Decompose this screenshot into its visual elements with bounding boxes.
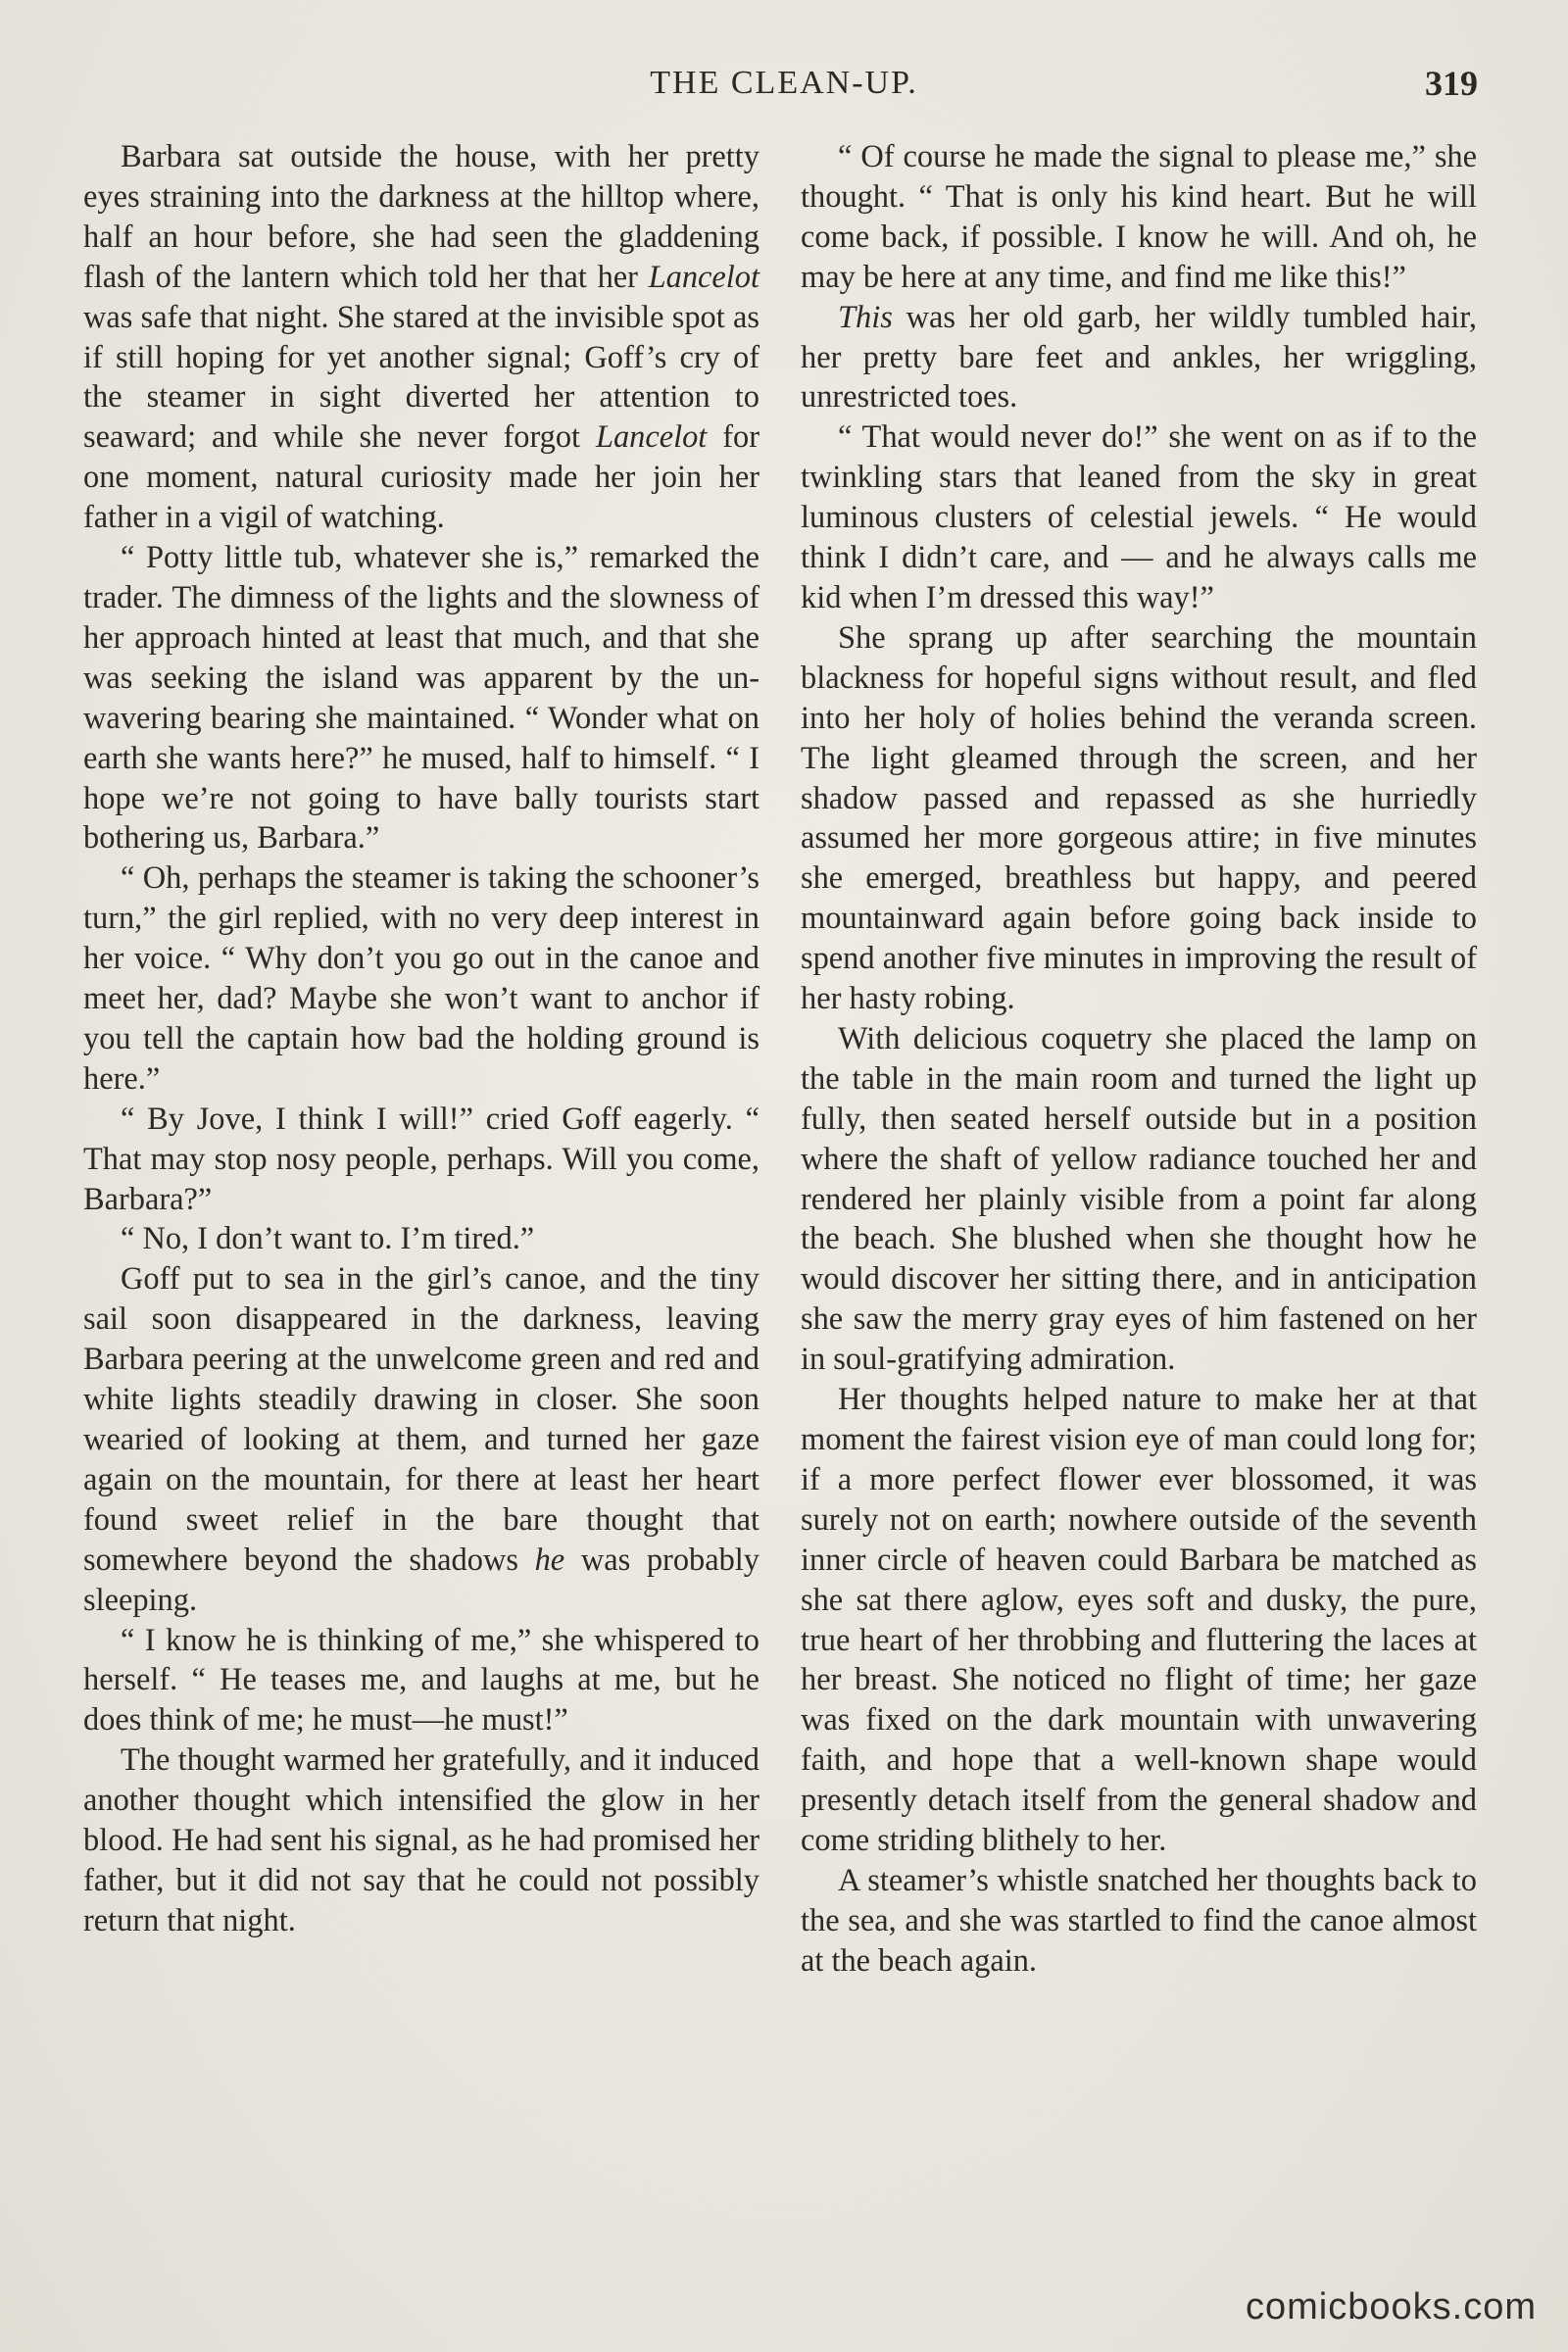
- italic-run: he: [534, 1542, 565, 1578]
- text-run: for one moment, natural curiosity made her join her father in a vigil of watching.: [83, 419, 760, 536]
- text-run: was probably sleeping.: [83, 1542, 760, 1618]
- italic-run: This: [838, 299, 893, 335]
- text-run: was safe that night. She stared at the invisible spot as if still hoping for yet another signal; Goff’s cry of the steamer in sight diverted her attention to seaward; and while she never forgot: [83, 299, 760, 456]
- paragraph: [83, 858, 760, 1099]
- paragraph: [83, 1259, 760, 1620]
- right-column: [801, 137, 1477, 1982]
- paragraph: [801, 137, 1477, 298]
- text-run: “ That would never do!” she went on as if to the twinkling stars that leaned from the sky in great luminous clusters of celestial jewels. “ He would think I didn’t care, and — and he always calls me kid when I’m dressed this way!”: [801, 419, 1477, 615]
- paragraph: [801, 1861, 1477, 1982]
- text-run: Barbara sat outside the house, with her pretty eyes straining into the darkness at the hilltop where, half an hour before, she had seen the gladdening flash of the lantern which told her that her: [83, 139, 760, 295]
- paragraph: [83, 137, 760, 538]
- text-run: “ Oh, perhaps the steamer is taking the schooner’s turn,” the girl replied, with no very deep interest in her voice. “ Why don’t you go out in the canoe and meet her, dad? Maybe she won’t want to anchor if you tell the captain how bad the holding ground is here.”: [83, 860, 760, 1097]
- text-run: She sprang up after searching the mountain blackness for hopeful signs without result, and fled into her holy of holies behind the veranda screen. The light gleamed through the screen, and her shadow passed and repassed as she hurriedly assumed her more gorgeous attire; in five minutes she emerged, breathless but happy, and peered mountainward again before going back inside to spend another five minutes in improving the result of her hasty robing.: [801, 619, 1477, 1017]
- text-run: A steamer’s whistle snatched her thoughts back to the sea, and she was startled to find the canoe almost at the beach again.: [801, 1862, 1477, 1979]
- paragraph: [83, 1621, 760, 1741]
- paragraph: [83, 1100, 760, 1220]
- paragraph: [83, 1740, 760, 1941]
- text-run: Her thoughts helped nature to make her at that moment the fairest vision eye of man could long for; if a more perfect flower ever blossomed, it was surely not on earth; nowhere outside of the seventh inner circle of heaven could Barbara be matched as she sat there aglow, eyes soft and dusky, the pure, true heart of her throbbing and fluttering the laces at her breast. She noticed no flight of time; her gaze was fixed on the dark mountain with unwavering faith, and hope that a well-known shape would presently detach itself from the general shadow and come striding blithely to her.: [801, 1382, 1477, 1859]
- running-title: THE CLEAN-UP.: [650, 65, 918, 101]
- paragraph: [801, 618, 1477, 1019]
- paragraph: [801, 1380, 1477, 1861]
- text-run: “ Potty little tub, whatever she is,” remarked the trader. The dimness of the lights and the slowness of her approach hinted at least that much, and that she was seeking the island was apparent by the unwavering bearing she maintained. “ Wonder what on earth she wants here?” he mused, half to himself. “ I hope we’re not going to have bally tourists start bothering us, Barbara.”: [83, 540, 760, 857]
- text-run: “ By Jove, I think I will!” cried Goff eagerly. “ That may stop nosy people, perhaps. Will you come, Barbara?”: [83, 1101, 760, 1217]
- paragraph: [83, 538, 760, 858]
- left-column: [83, 137, 760, 1941]
- text-run: With delicious coquetry she placed the lamp on the table in the main room and turned the light up fully, then seated herself outside but in a position where the shaft of yellow radiance touched her and rendered her plainly visible from a point far along the beach. She blushed when she thought how he would discover her sitting there, and in anticipation she saw the merry gray eyes of him fastened on her in soul-gratifying admiration.: [801, 1020, 1477, 1378]
- page-header: [0, 59, 1568, 118]
- watermark: comicbooks.com: [1246, 2286, 1537, 2328]
- paragraph: [801, 1019, 1477, 1380]
- paragraph: [83, 1219, 760, 1259]
- italic-run: Lancelot: [595, 419, 708, 456]
- text-run: Goff put to sea in the girl’s canoe, and the tiny sail soon disappeared in the darkness, leaving Barbara peering at the unwelcome green and red and white lights steadily drawing in closer. She soon wearied of looking at them, and turned her gaze again on the mountain, for there at least her heart found sweet relief in the bare thought that somewhere beyond the shadows: [83, 1261, 760, 1578]
- italic-run: Lancelot: [648, 259, 760, 295]
- text-run: “ I know he is thinking of me,” she whispered to herself. “ He teases me, and laughs at me, but he does think of me; he must—he must!”: [83, 1622, 760, 1739]
- text-run: “ No, I don’t want to. I’m tired.”: [121, 1221, 535, 1257]
- text-run: was her old garb, her wildly tumbled hair, her pretty bare feet and ankles, her wriggling, unrestricted toes.: [801, 299, 1477, 416]
- paragraph: [801, 298, 1477, 418]
- page-number: 319: [1425, 64, 1478, 103]
- paragraph: [801, 417, 1477, 618]
- text-run: “ Of course he made the signal to please me,” she thought. “ That is only his kind heart. But he will come back, if possible. I know he will. And oh, he may be here at any time, and find me like this!”: [801, 139, 1477, 295]
- text-run: The thought warmed her gratefully, and it induced another thought which intensified the glow in her blood. He had sent his signal, as he had promised her father, but it did not say that he could not possibly return that night.: [83, 1742, 760, 1938]
